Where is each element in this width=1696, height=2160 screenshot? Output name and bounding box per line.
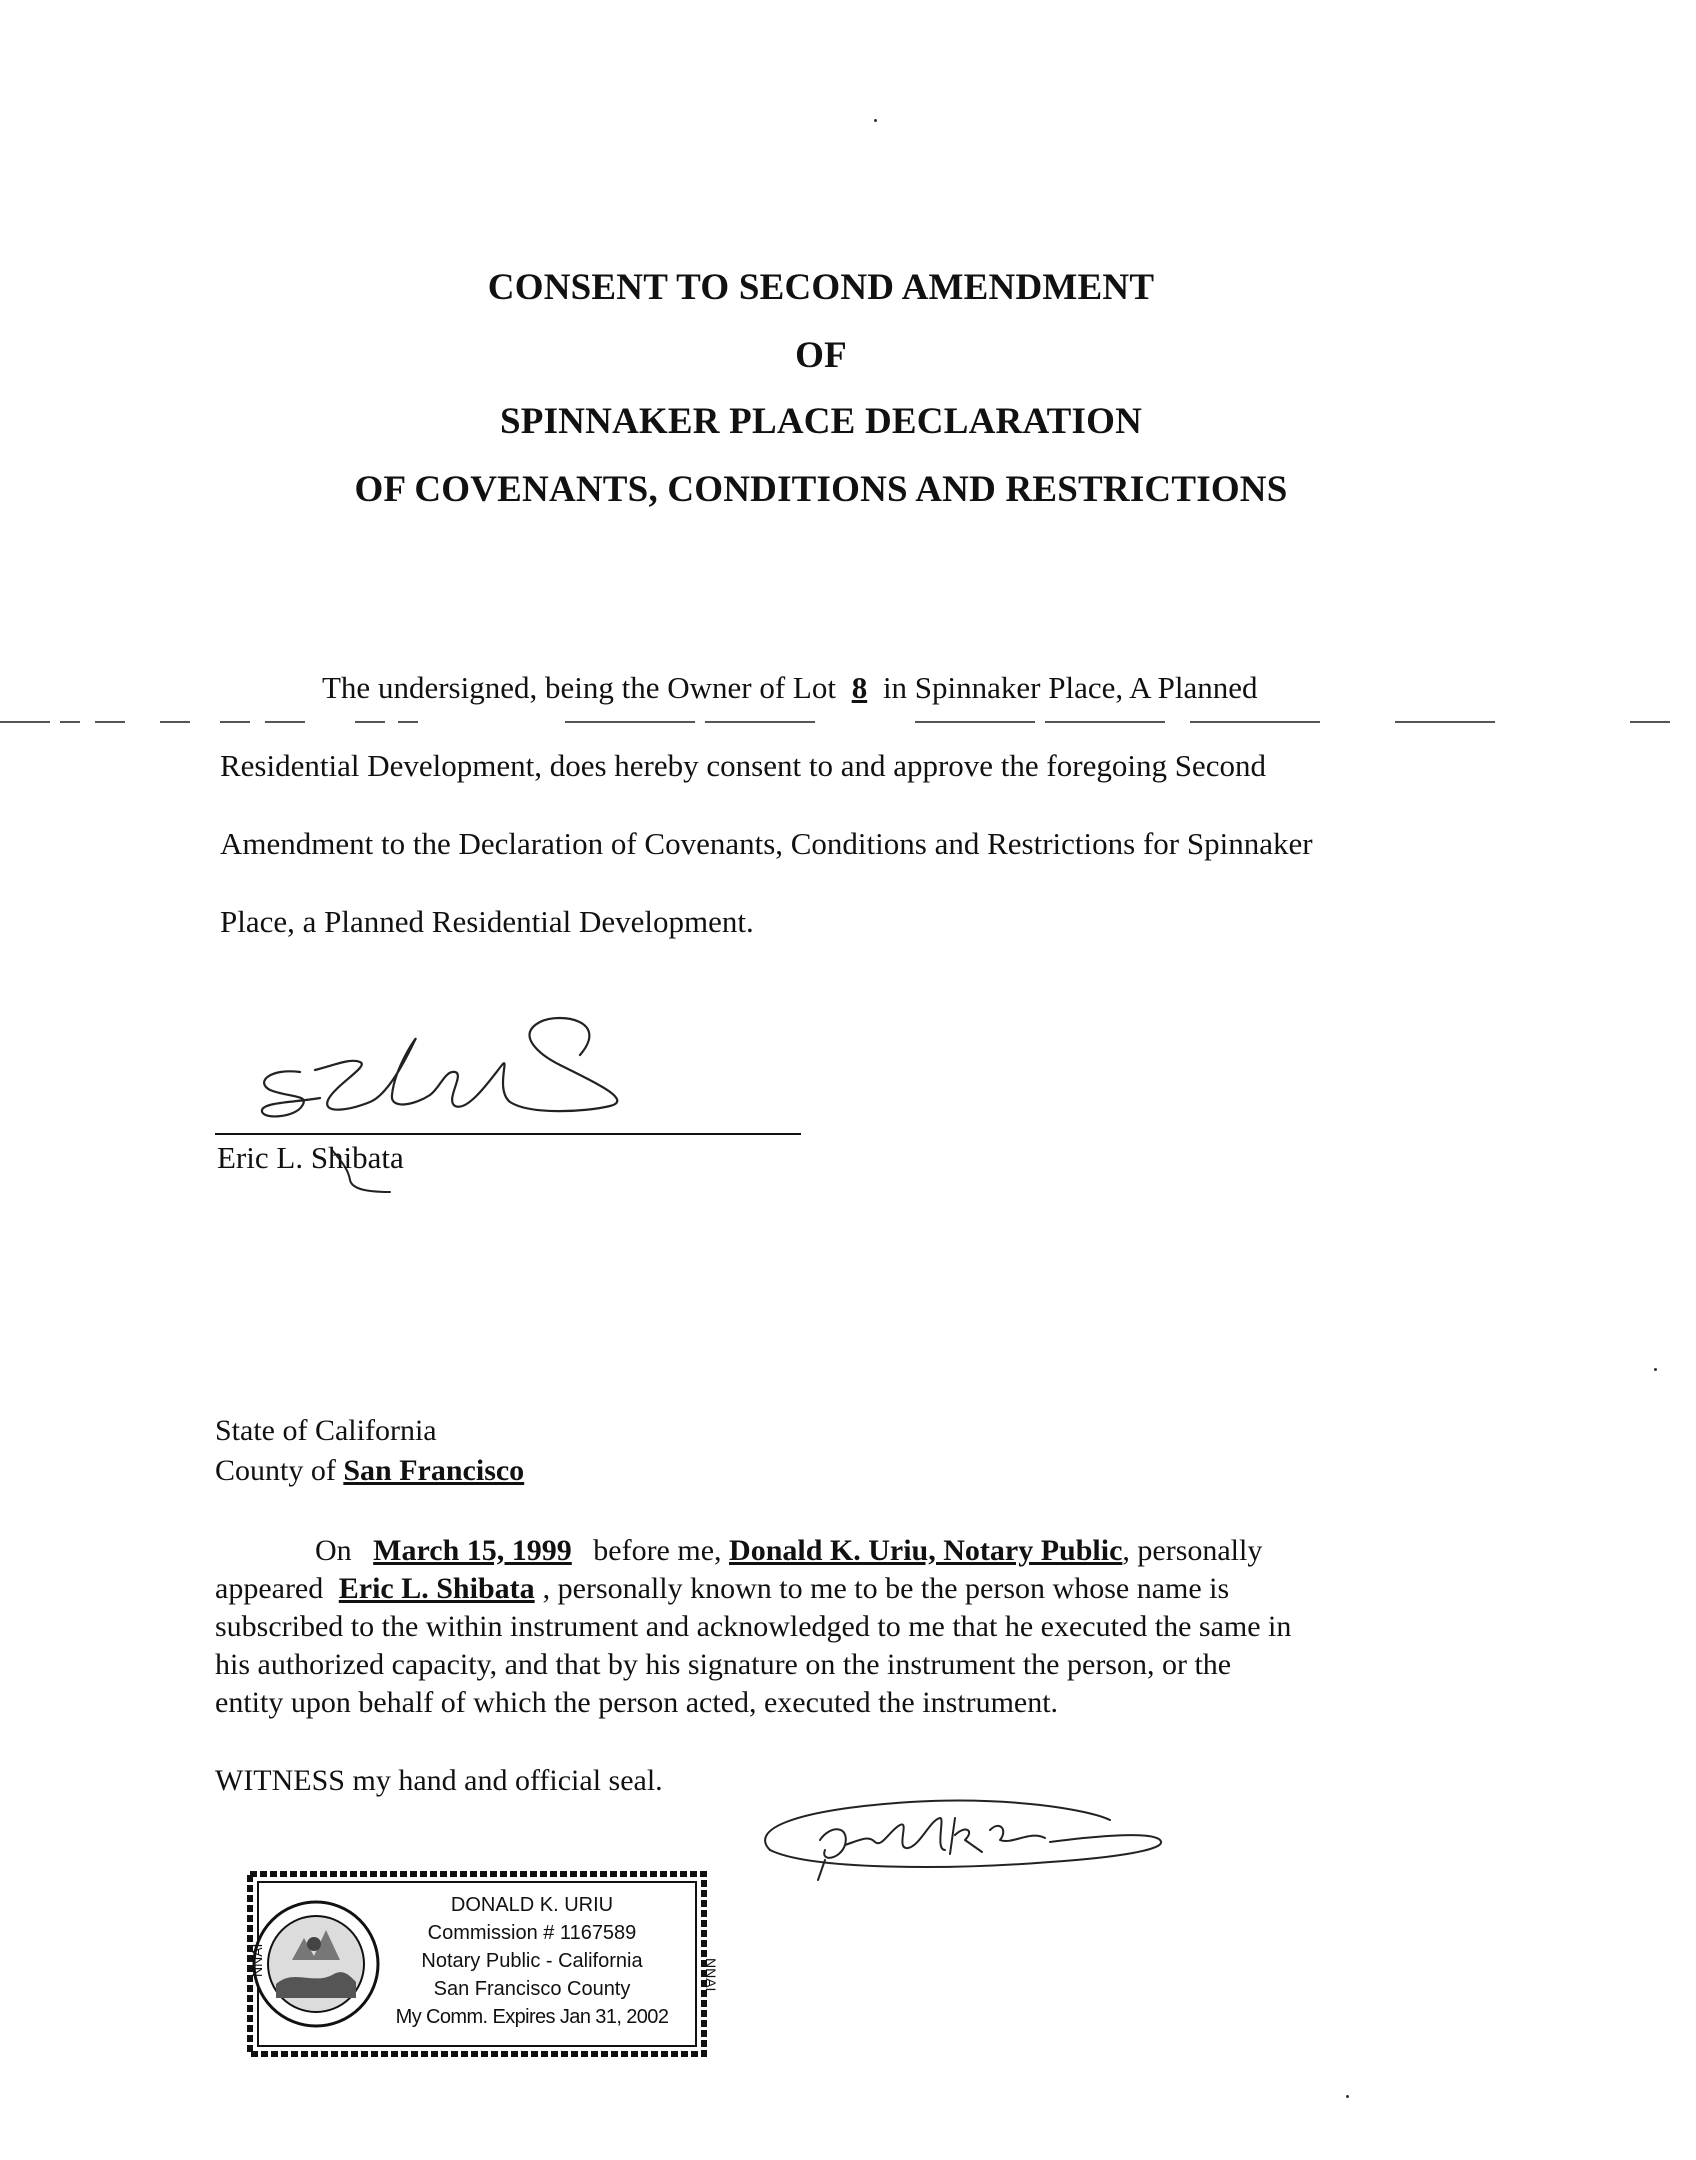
scan-artifact (1190, 721, 1320, 723)
lot-number: 8 (851, 670, 868, 705)
before-me-text: before me, (593, 1534, 722, 1567)
notary-paragraph-line-4: his authorized capacity, and that by his signature on the instrument the person, or the (215, 1648, 1232, 1681)
county-label: County of (215, 1454, 336, 1487)
notary-seal-stamp (244, 1868, 719, 2060)
notary-signature (750, 1790, 1180, 1900)
notary-title: Donald K. Uriu, Notary Public (729, 1534, 1123, 1567)
scan-artifact (398, 721, 418, 723)
seal-expiration: My Comm. Expires Jan 31, 2002 (395, 2006, 669, 2028)
scan-artifact (0, 721, 50, 723)
svg-text:NNAI: NNAI (703, 1958, 719, 1992)
notary-county-line (215, 1454, 524, 1488)
notary-paragraph-line-2 (215, 1572, 1229, 1606)
consent-line-4: Place, a Planned Residential Development. (220, 904, 754, 939)
scan-artifact (1045, 721, 1165, 723)
scan-artifact (60, 721, 80, 723)
scan-speck (874, 119, 877, 122)
title-line-3: SPINNAKER PLACE DECLARATION (499, 401, 1142, 442)
seal-notary-name: DONALD K. URIU (450, 1894, 614, 1916)
scan-artifact (1630, 721, 1670, 723)
personally-text: , personally (1122, 1534, 1263, 1567)
svg-text:NNAI: NNAI (249, 1943, 265, 1977)
scan-artifact (705, 721, 815, 723)
seal-county: San Francisco County (433, 1978, 631, 2000)
appeared-name: Eric L. Shibata (338, 1572, 535, 1605)
scan-artifact (265, 721, 305, 723)
seal-commission: Commission # 1167589 (427, 1922, 637, 1944)
title-line-4: OF COVENANTS, CONDITIONS AND RESTRICTIONS (354, 469, 1288, 510)
notary-paragraph-line-3: subscribed to the within instrument and acknowledged to me that he executed the same in (215, 1610, 1292, 1643)
consent-line-2: Residential Development, does hereby consent to and approve the foregoing Second (220, 748, 1266, 783)
notary-paragraph-line-1 (215, 1534, 1262, 1568)
scan-artifact (160, 721, 190, 723)
witness-statement: WITNESS my hand and official seal. (215, 1764, 663, 1797)
scan-artifact (95, 721, 125, 723)
notary-date: March 15, 1999 (373, 1534, 572, 1567)
consent-line-1 (322, 670, 1257, 706)
title-line-2: OF (795, 335, 847, 376)
owner-signature (240, 1010, 700, 1210)
signature-line (215, 1133, 801, 1135)
notary-paragraph-line-5: entity upon behalf of which the person acted, executed the instrument. (215, 1686, 1059, 1719)
title-line-1: CONSENT TO SECOND AMENDMENT (487, 267, 1155, 308)
consent-line-3: Amendment to the Declaration of Covenants, Conditions and Restrictions for Spinnaker (220, 826, 1313, 861)
signer-name: Eric L. Shibata (217, 1140, 404, 1175)
scan-speck (1346, 2095, 1349, 2098)
seal-title: Notary Public - California (421, 1950, 643, 1972)
notary-state: State of California (215, 1414, 437, 1447)
on-label: On (315, 1534, 352, 1567)
county-value: San Francisco (343, 1454, 525, 1487)
appeared-label: appeared (215, 1572, 324, 1605)
consent-text: in Spinnaker Place, A Planned (882, 670, 1258, 705)
scan-artifact (355, 721, 385, 723)
scan-artifact (915, 721, 1035, 723)
scan-artifact (1395, 721, 1495, 723)
scan-speck (1654, 1368, 1657, 1371)
scan-artifact (565, 721, 695, 723)
scan-artifact (220, 721, 250, 723)
consent-text: The undersigned, being the Owner of Lot (322, 670, 836, 705)
known-text: , personally known to me to be the person whose name is (542, 1572, 1230, 1605)
